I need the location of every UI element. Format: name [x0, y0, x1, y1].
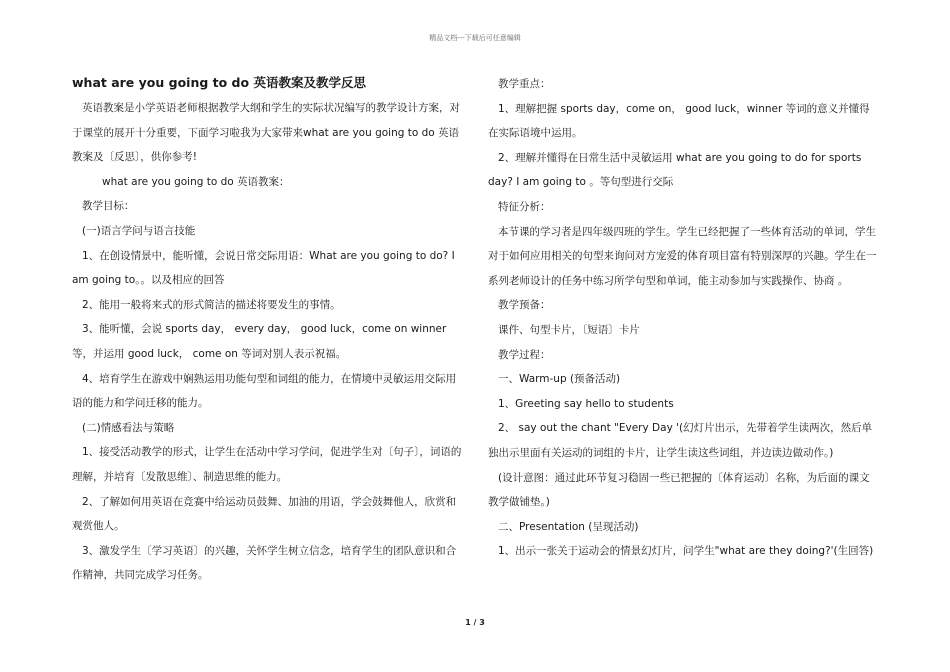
paragraph: 英语教案是小学英语老师根据教学大纲和学生的实际状况编写的教学设计方案，对于课堂的展开十分重要，下面学习啦我为大家带来what are you going to do 英语教案及〔反思〕，供你参考!: [72, 102, 460, 164]
paragraph: 2、理解并懂得在日常生活中灵敏运用 what are you going to do for sports day? I am going to 。等句型进行交际: [488, 151, 862, 189]
document-title: what are you going to do 英语教案及教学反思: [72, 75, 366, 90]
paragraph: 1、Greeting say hello to students: [498, 397, 674, 410]
left-column: [72, 72, 462, 588]
paragraph: 一、Warm-up (预备活动): [498, 373, 621, 386]
page-header: 精品文档---下载后可任意编辑: [429, 34, 521, 42]
paragraph: 教学过程：: [498, 348, 551, 361]
paragraph: 二、Presentation (呈现活动): [498, 520, 639, 533]
paragraph: 2、了解如何用英语在竞赛中给运动员鼓舞、加油的用语，学会鼓舞他人，欣赏和观赏他人。: [72, 495, 457, 533]
right-column: [488, 72, 878, 564]
paragraph: (一)语言学问与语言技能: [82, 224, 196, 237]
paragraph: 1、出示一张关于运动会的情景幻灯片，问学生"what are they doing?'(生回答): [498, 545, 874, 558]
paragraph: 1、接受活动教学的形式，让学生在活动中学习学问，促进学生对〔句子〕，词语的理解，并培育〔发散思维〕、制造思维的能力。: [72, 446, 462, 483]
paragraph: what are you going to do 英语教案：: [102, 175, 290, 188]
paragraph: 2、能用一般将来式的形式简洁的描述将要发生的事情。: [82, 298, 341, 311]
paragraph: (二)情感看法与策略: [82, 421, 175, 434]
paragraph: 教学重点：: [498, 78, 551, 90]
paragraph: 3、激发学生〔学习英语〕的兴趣，关怀学生树立信念，培育学生的团队意识和合作精神，共同完成学习任务。: [72, 544, 457, 582]
left-paragraphs: [72, 96, 462, 588]
paragraph: 1、在创设情景中，能听懂，会说日常交际用语：What are you going to do? I am going to。。以及相应的回答: [72, 249, 455, 287]
paragraph: (设计意图：通过此环节复习稳固一些已把握的〔体育运动〕名称，为后面的课文教学做铺垫。): [488, 471, 870, 509]
paragraph: 4、培育学生在游戏中娴熟运用功能句型和词组的能力，在情境中灵敏运用交际用语的能力和学问迁移的能力。: [72, 372, 457, 410]
paragraph: 特征分析：: [498, 200, 551, 213]
paragraph: 本节课的学习者是四年级四班的学生。学生已经把握了一些体育活动的单词，学生对于如何应用相关的句型来询问对方宠爱的体育项目富有特别深厚的兴趣。学生在一系列老师设计的任务中练习所学句型和单词，能主动参加与实践操作、协商 。: [488, 225, 877, 287]
paragraph: 3、能听懂，会说 sports day， every day， good luck，come on winner 等，并运用 good luck， come on 等词对别人表示祝福。: [72, 323, 447, 360]
paragraph: 1、理解把握 sports day，come on， good luck，winner 等词的意义并懂得在实际语境中运用。: [488, 102, 870, 140]
paragraph: 教学预备：: [498, 299, 551, 312]
page-number: 1 / 3: [465, 618, 485, 627]
paragraph: 教学目标：: [82, 200, 135, 213]
paragraph: 2、 say out the chant "Every Day '(幻灯片出示，先带着学生读两次，然后单独出示里面有关运动的词组的卡片，让学生读这些词组，并边读边做动作。): [488, 422, 873, 459]
right-paragraphs: [488, 72, 878, 564]
paragraph: 课件、句型卡片，〔短语〕卡片: [498, 323, 640, 336]
